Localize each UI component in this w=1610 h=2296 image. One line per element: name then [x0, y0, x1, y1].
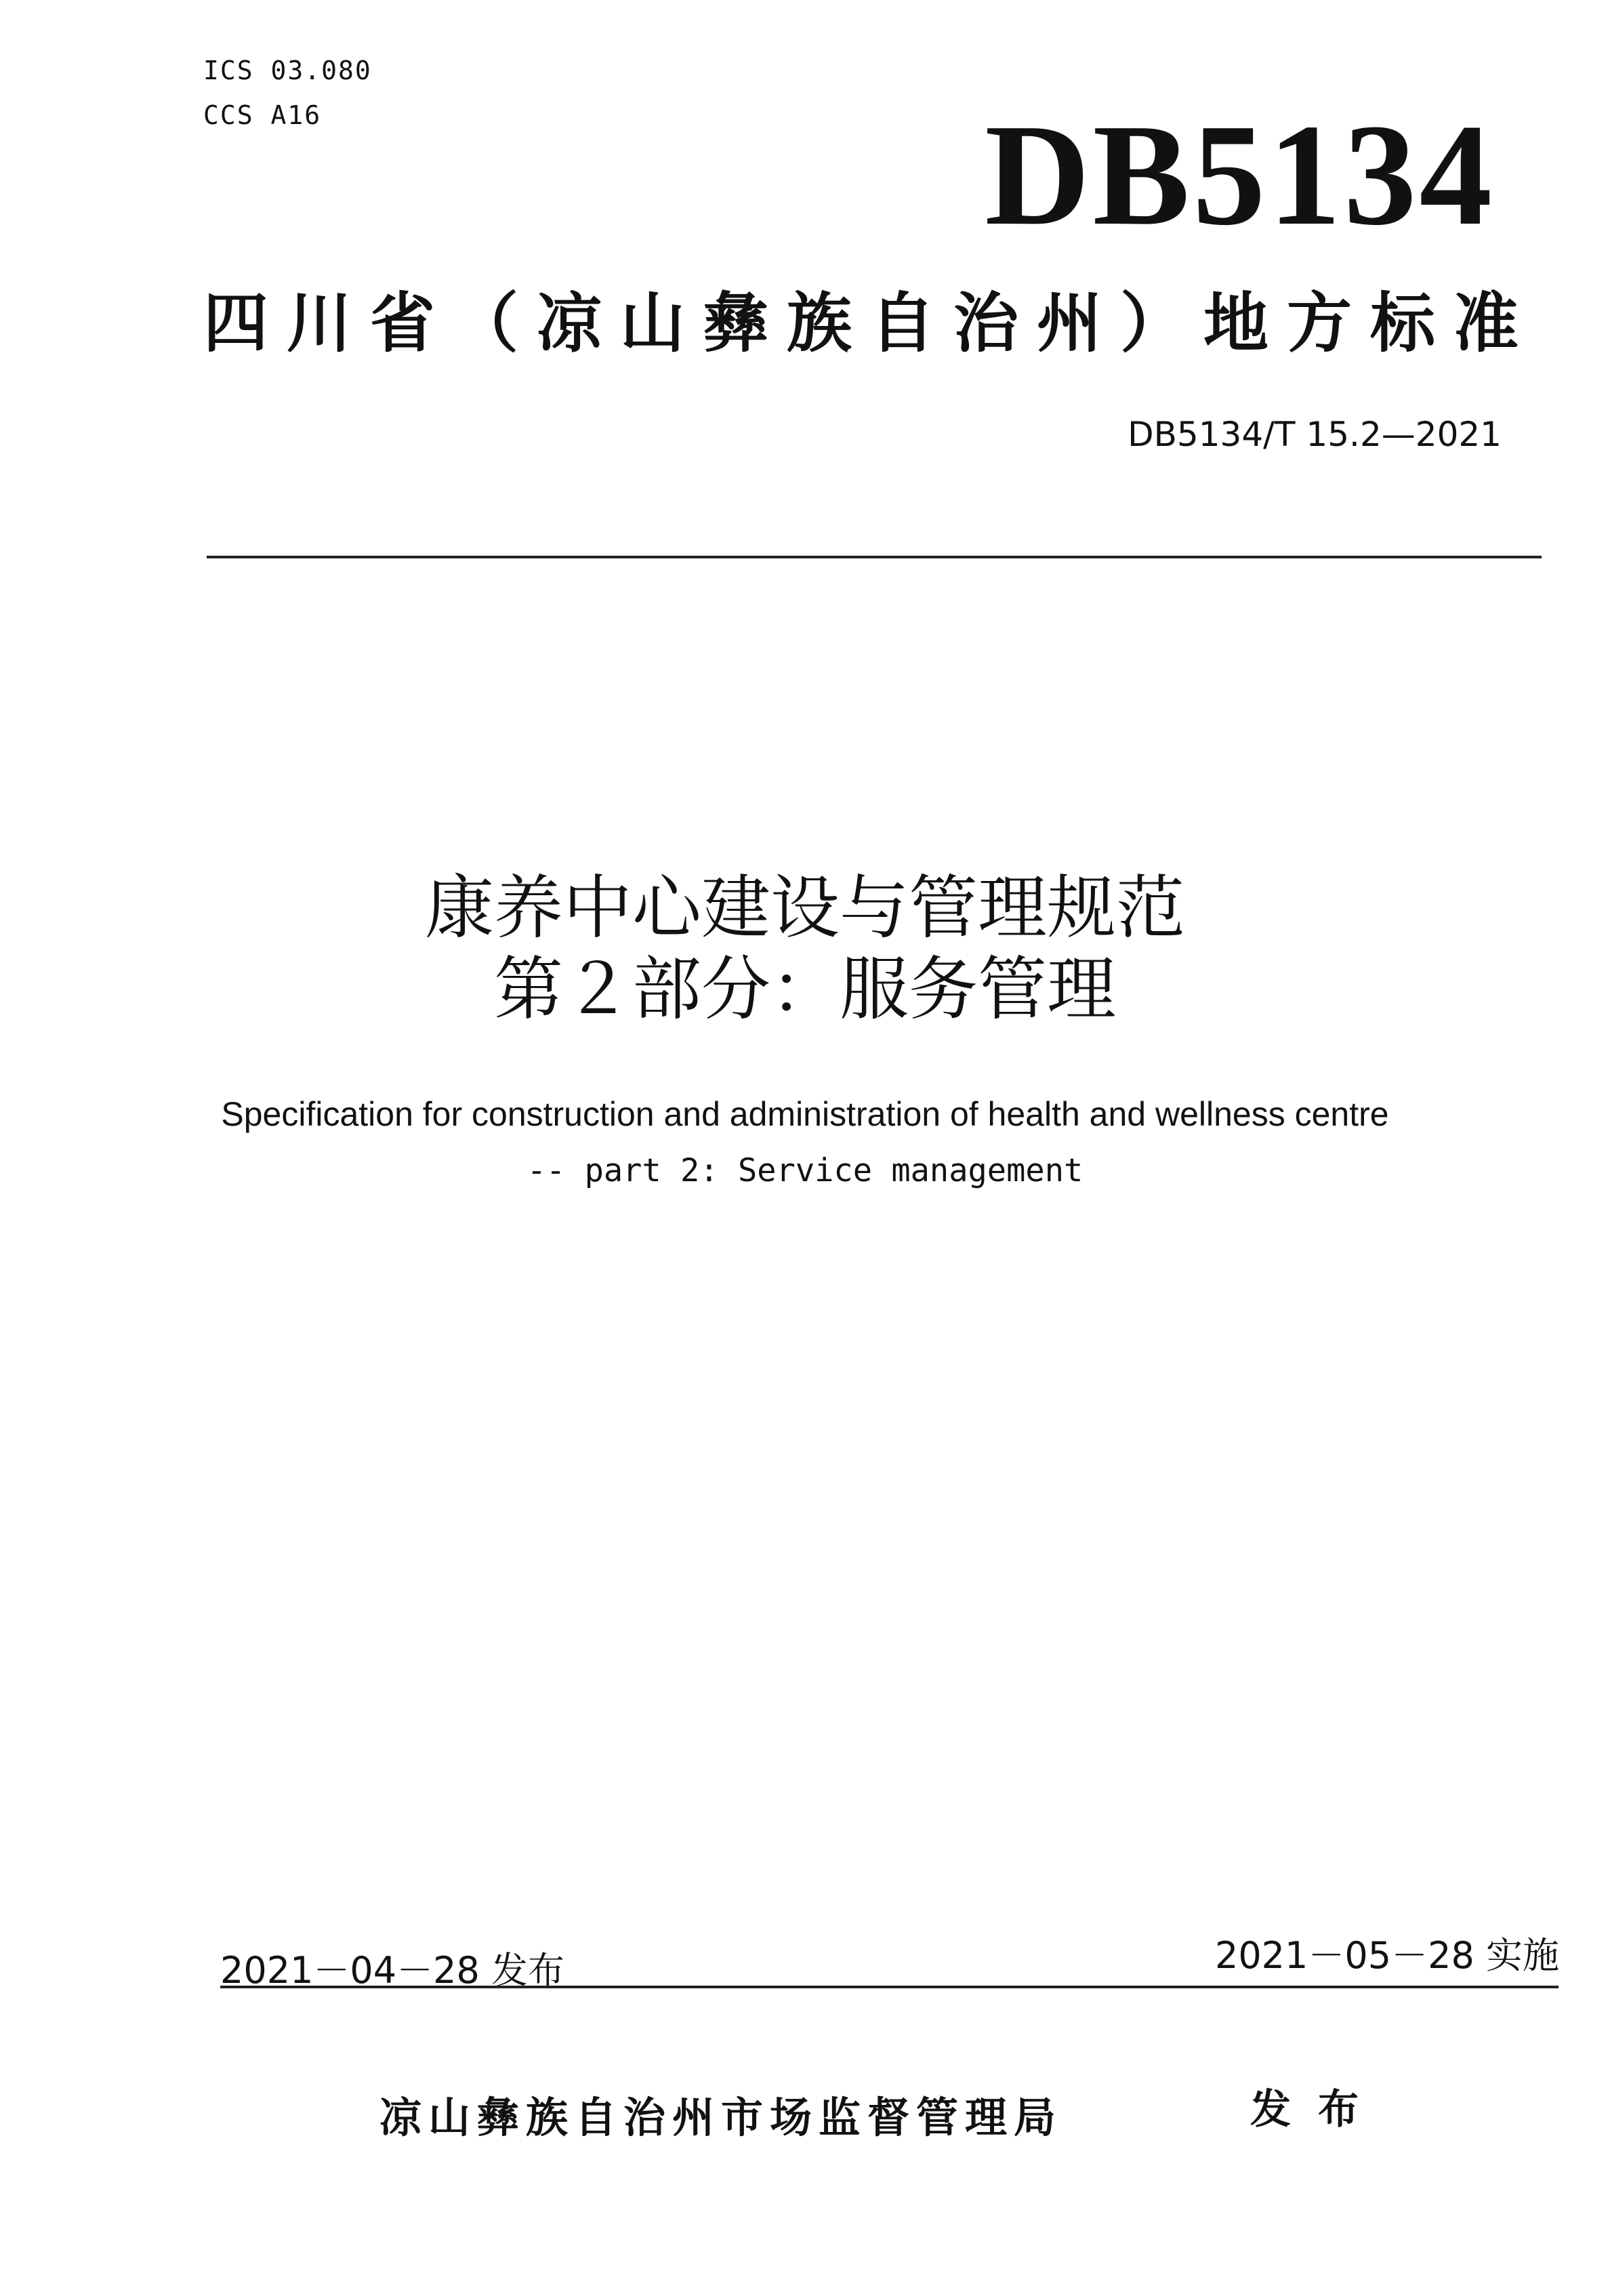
chinese-title-line-1: 康养中心建设与管理规范: [425, 868, 1185, 949]
top-divider: [207, 556, 1542, 558]
english-title-line-1: Specification for construction and administration of health and wellness centre: [221, 1095, 1389, 1133]
english-title-line-2: -- part 2: Service management: [527, 1152, 1083, 1189]
ics-code: ICS 03.080: [203, 56, 372, 85]
standard-code-logo: DB5134: [985, 94, 1495, 255]
bottom-divider: [220, 1986, 1559, 1988]
standard-number: DB5134/T 15.2—2021: [1128, 415, 1502, 454]
standard-category: 四川省（凉山彝族自治州）地方标准: [203, 285, 1537, 361]
publisher-name: 凉山彝族自治州市场监督管理局: [379, 2093, 1063, 2142]
implementation-date: 2021－05－28 实施: [1214, 1934, 1559, 1977]
issue-date: 2021－04－28 发布: [220, 1949, 565, 1992]
ccs-code: CCS A16: [203, 100, 322, 130]
publish-label: 发布: [1250, 2086, 1386, 2133]
chinese-title-line-2: 第２部分：服务管理: [494, 949, 1116, 1030]
